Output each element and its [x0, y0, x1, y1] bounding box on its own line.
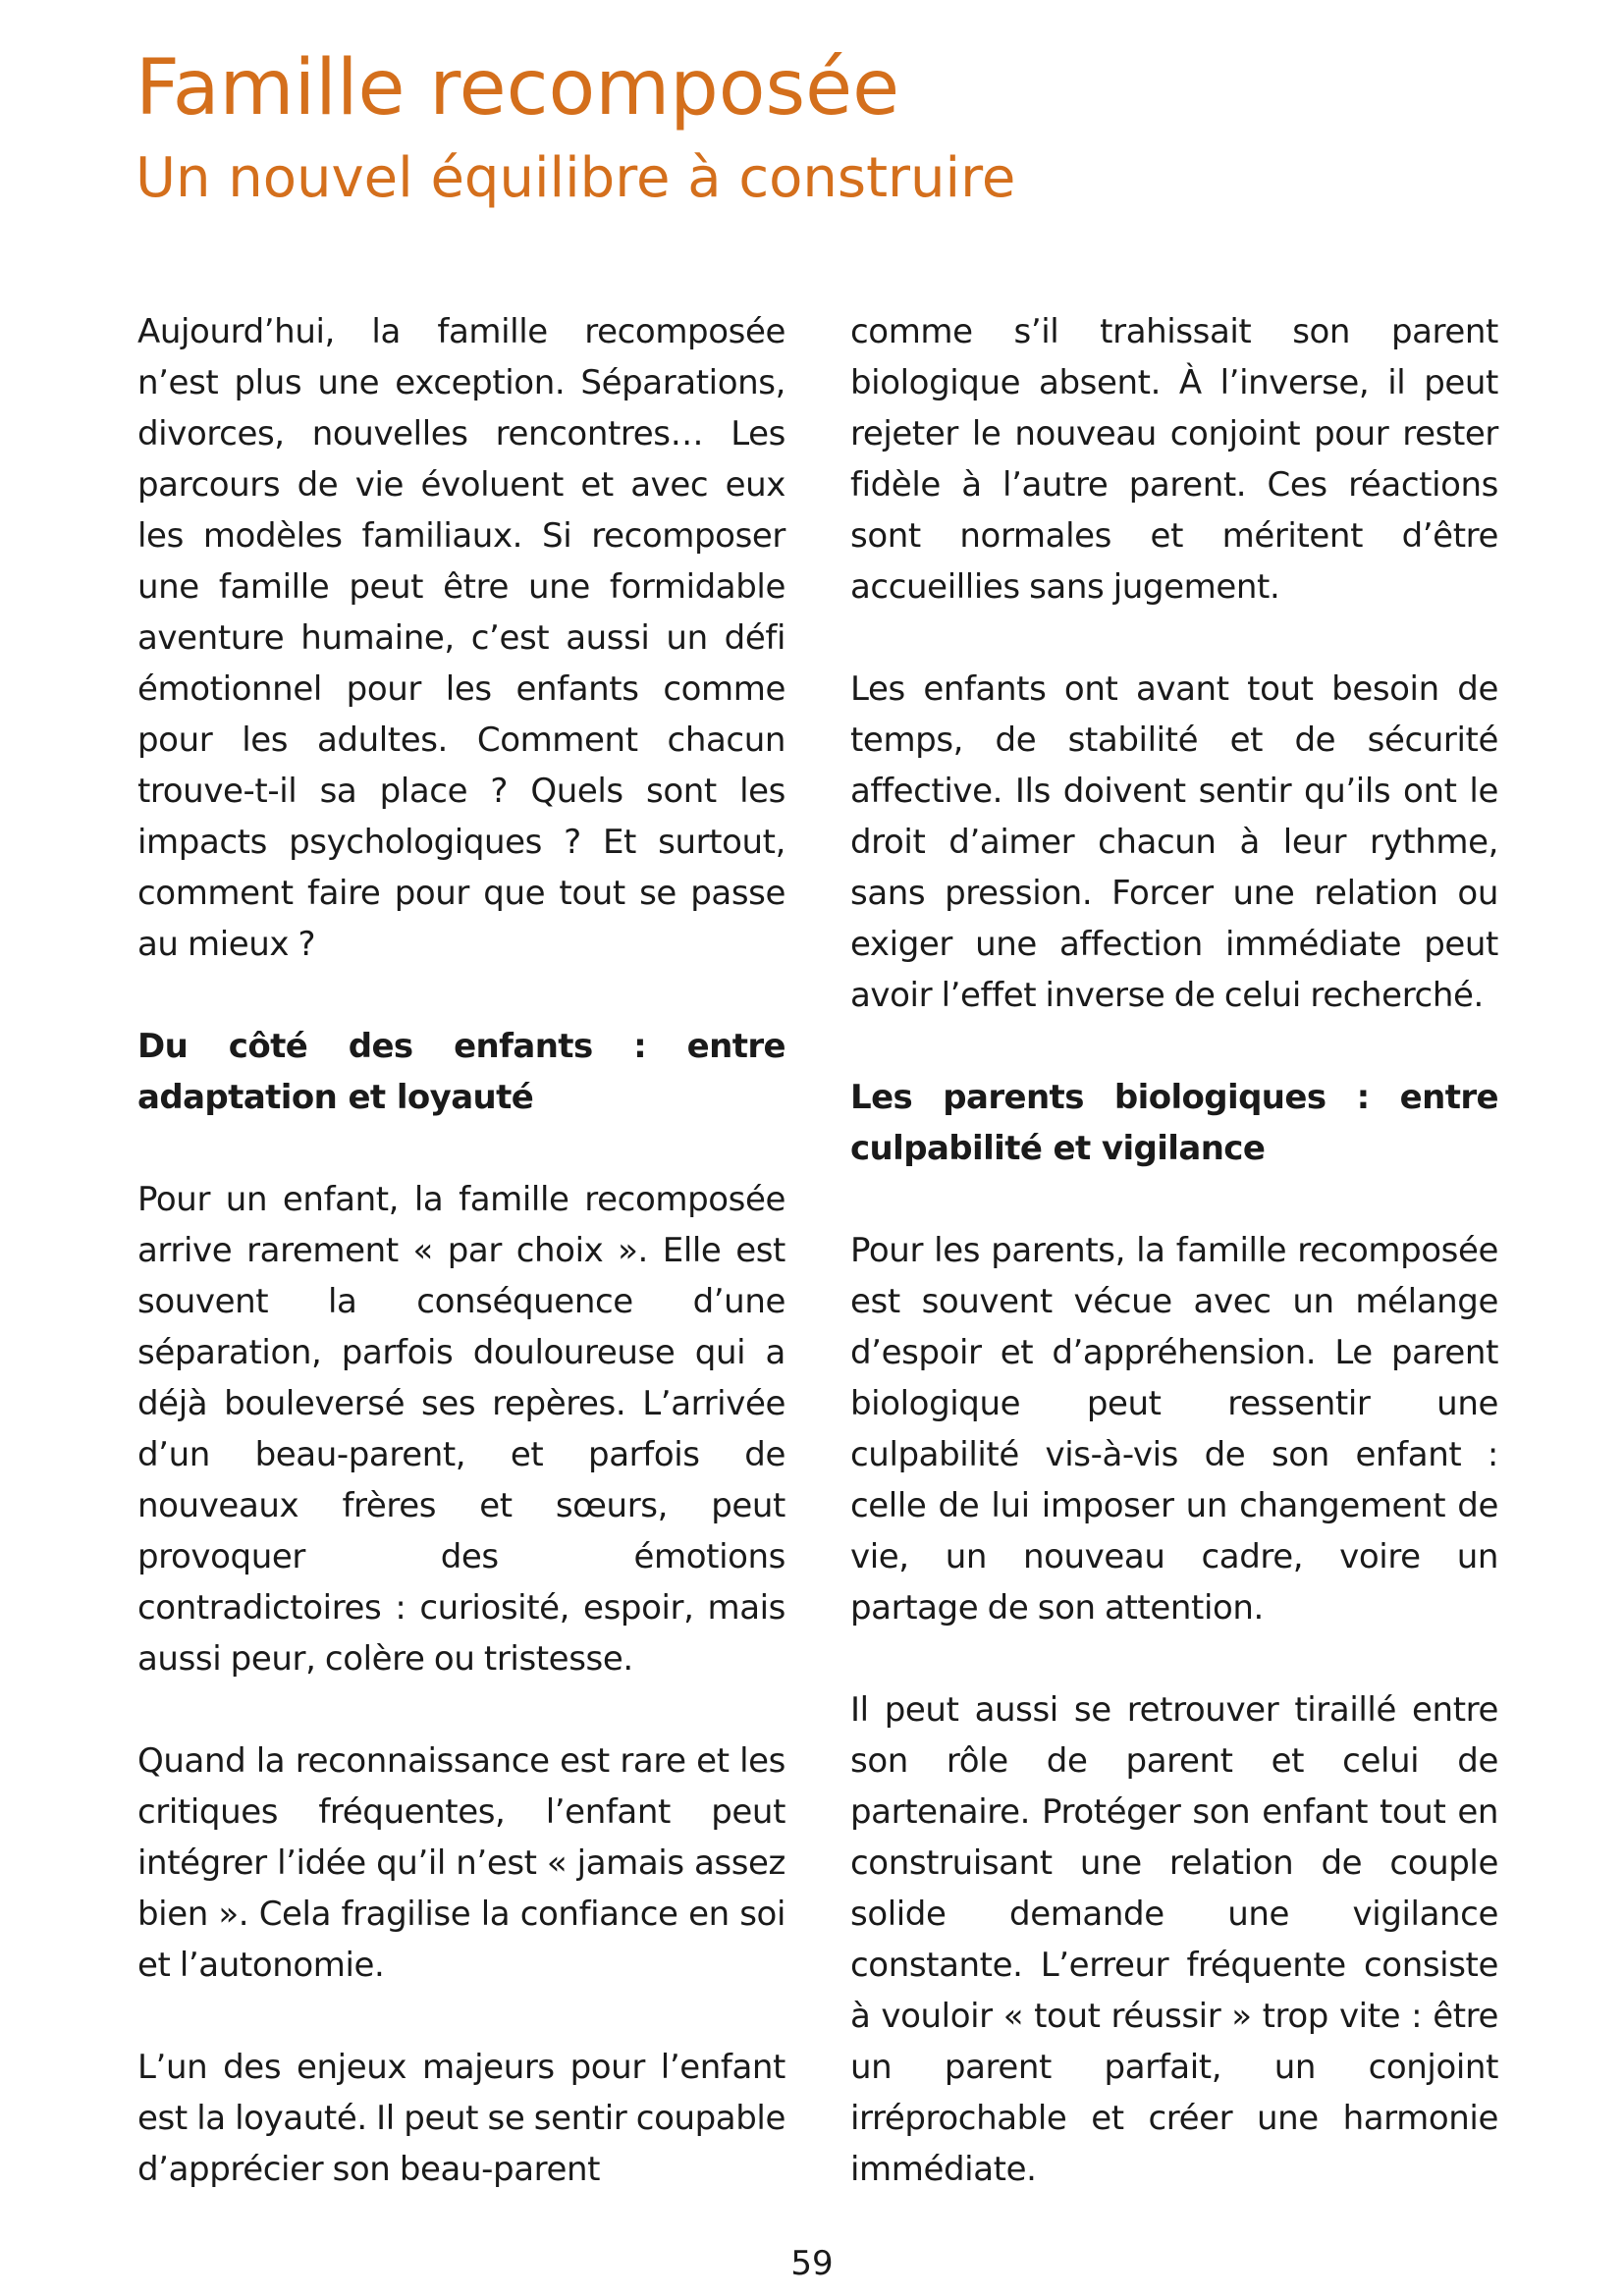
children-paragraph-2: Quand la reconnaissance est rare et les critiques fréquentes, l’enfant peut intégrer l’idée qu’il n’est « jamais assez bien ». Cela fragilise la confiance en soi et l’autonomie.: [137, 1741, 785, 1985]
left-column: [137, 306, 785, 2246]
section-heading-parents: Les parents biologiques : entre culpabilité et vigilance: [850, 1078, 1498, 1168]
right-column: [850, 306, 1498, 2246]
intro-paragraph: Aujourd’hui, la famille recomposée n’est plus une exception. Séparations, divorces, nouvelles rencontres… Les parcours de vie évoluent et avec eux les modèles familiaux. Si recomposer une famille peut être une formidable aventure humaine, c’est aussi un défi émotionnel pour les enfants comme pour les adultes. Comment chacun trouve-t-il sa place ? Quels sont les impacts psychologiques ? Et surtout, comment faire pour que tout se passe au mieux ?: [137, 312, 785, 964]
page-title: Famille recomposée: [135, 44, 900, 133]
section-heading-children: Du côté des enfants : entre adaptation et loyauté: [137, 1027, 785, 1117]
page-subtitle: Un nouvel équilibre à construire: [135, 146, 1016, 210]
parents-paragraph-1: Pour les parents, la famille recomposée est souvent vécue avec un mélange d’espoir et d’appréhension. Le parent biologique peut ressentir une culpabilité vis-à-vis de son enfant : celle de lui imposer un changement de vie, un nouveau cadre, voire un partage de son attention.: [850, 1231, 1498, 1628]
continuation-paragraph: comme s’il trahissait son parent biologique absent. À l’inverse, il peut rejeter le nouveau conjoint pour rester fidèle à l’autre parent. Ces réactions sont normales et méritent d’être accueillies sans jugement.: [850, 312, 1498, 607]
needs-paragraph: Les enfants ont avant tout besoin de temps, de stabilité et de sécurité affective. Ils doivent sentir qu’ils ont le droit d’aimer chacun à leur rythme, sans pression. Forcer une relation ou exiger une affection immédiate peut avoir l’effet inverse de celui recherché.: [850, 669, 1498, 1015]
page-number: 59: [790, 2244, 834, 2283]
children-paragraph-3: L’un des enjeux majeurs pour l’enfant est la loyauté. Il peut se sentir coupable d’apprécier son beau-parent: [137, 2048, 785, 2189]
children-paragraph-1: Pour un enfant, la famille recomposée arrive rarement « par choix ». Elle est souvent la conséquence d’une séparation, parfois douloureuse qui a déjà bouleversé ses repères. L’arrivée d’un beau-parent, et parfois de nouveaux frères et sœurs, peut provoquer des émotions contradictoires : curiosité, espoir, mais aussi peur, colère ou tristesse.: [137, 1180, 785, 1679]
parents-paragraph-2: Il peut aussi se retrouver tiraillé entre son rôle de parent et celui de partenaire. Protéger son enfant tout en construisant une relation de couple solide demande une vigilance constante. L’erreur fréquente consiste à vouloir « tout réussir » trop vite : être un parent parfait, un conjoint irréprochable et créer une harmonie immédiate.: [850, 1690, 1498, 2189]
